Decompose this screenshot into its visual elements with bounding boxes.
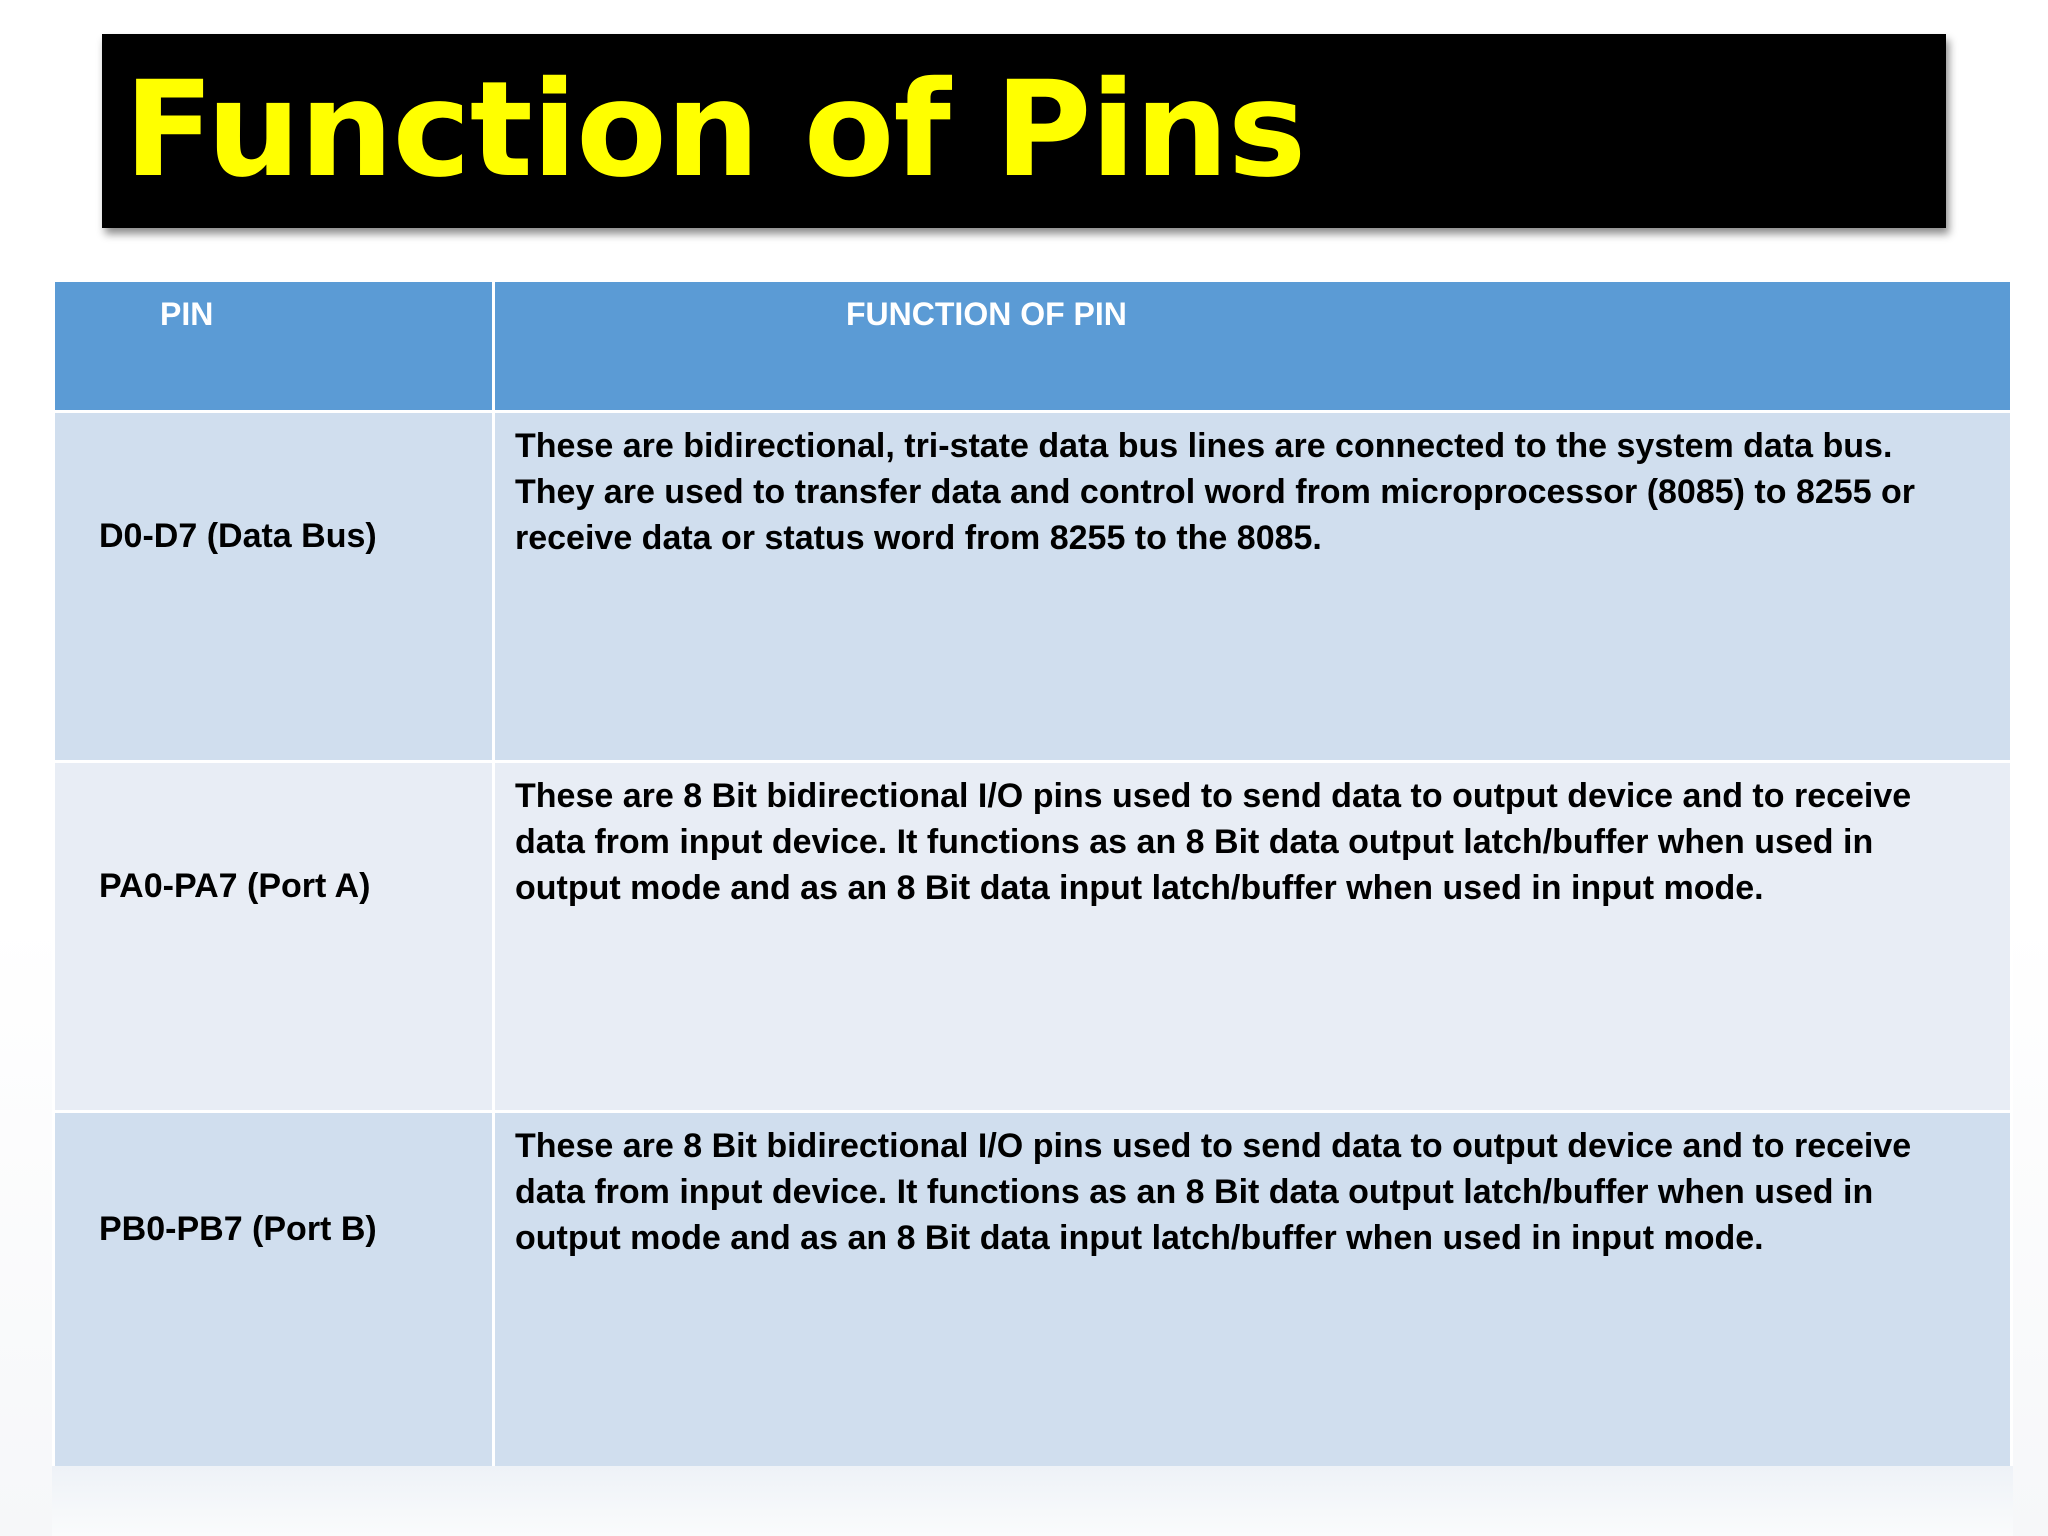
function-cell: These are 8 Bit bidirectional I/O pins used to send data to output device and to receive data from input device. It functions as an 8 Bit data output latch/buffer when used in output mode and as an 8 Bit data input latch/buffer when used in input mode. bbox=[494, 1112, 2012, 1507]
function-cell: These are 8 Bit bidirectional I/O pins used to send data to output device and to receive data from input device. It functions as an 8 Bit data output latch/buffer when used in output mode and as an 8 Bit data input latch/buffer when used in input mode. bbox=[494, 762, 2012, 1112]
table-row bbox=[54, 762, 2012, 1112]
pin-name: PB0-PB7 (Port B) bbox=[99, 1209, 377, 1248]
column-header-function-label: FUNCTION OF PIN bbox=[846, 296, 1127, 332]
pin-function-table bbox=[52, 279, 2013, 1508]
column-header-function bbox=[494, 281, 2012, 412]
pin-cell bbox=[54, 762, 494, 1112]
function-cell: These are bidirectional, tri-state data bus lines are connected to the system data bus. They are used to transfer data and control word from microprocessor (8085) to 8255 or receive data or status word from 8255 to the 8085. bbox=[494, 412, 2012, 762]
table-header-row bbox=[54, 281, 2012, 412]
slide-title: Function of Pins bbox=[124, 53, 1306, 207]
column-header-pin bbox=[54, 281, 494, 412]
column-header-pin-label: PIN bbox=[160, 296, 214, 332]
slide-footer-strip bbox=[52, 1466, 2013, 1536]
pin-name: PA0-PA7 (Port A) bbox=[99, 867, 371, 905]
table-row bbox=[54, 412, 2012, 762]
table-row bbox=[54, 1112, 2012, 1507]
pin-cell bbox=[54, 412, 494, 762]
pin-cell bbox=[54, 1112, 494, 1507]
pin-name: D0-D7 (Data Bus) bbox=[99, 517, 377, 555]
title-banner bbox=[102, 34, 1946, 228]
